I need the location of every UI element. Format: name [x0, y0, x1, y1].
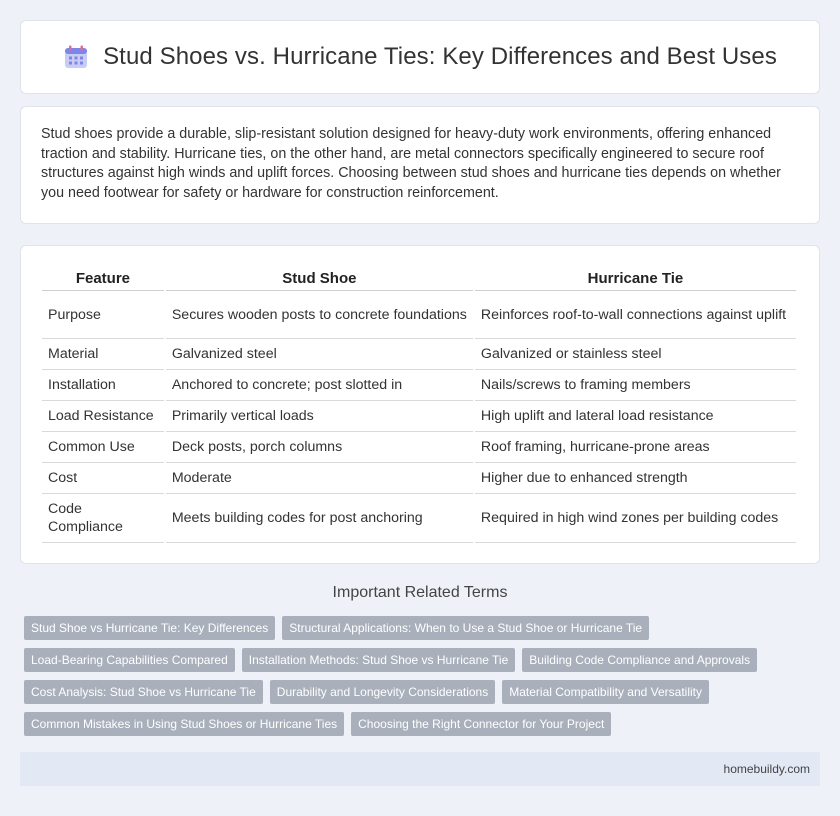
stud-shoe-cell: Secures wooden posts to concrete foundations [166, 291, 473, 339]
tag-row [24, 712, 820, 736]
header-feature: Feature [42, 264, 164, 291]
related-term-tag[interactable]: Stud Shoe vs Hurricane Tie: Key Differences [24, 616, 275, 640]
table-row [42, 401, 796, 432]
hurricane-tie-cell: High uplift and lateral load resistance [475, 401, 796, 432]
stud-shoe-cell: Primarily vertical loads [166, 401, 473, 432]
comparison-table [40, 264, 798, 543]
feature-cell: Material [42, 339, 164, 370]
table-row [42, 291, 796, 339]
comparison-table-card [20, 245, 820, 564]
related-term-tag[interactable]: Common Mistakes in Using Stud Shoes or Hurricane Ties [24, 712, 344, 736]
tag-row [24, 680, 820, 704]
footer-site-link[interactable]: homebuildy.com [723, 762, 810, 776]
footer [20, 752, 820, 786]
related-term-tag[interactable]: Installation Methods: Stud Shoe vs Hurricane Tie [242, 648, 515, 672]
feature-cell: Code Compliance [42, 494, 164, 543]
feature-cell: Load Resistance [42, 401, 164, 432]
feature-cell: Purpose [42, 291, 164, 339]
feature-cell: Cost [42, 463, 164, 494]
table-header-row [42, 264, 796, 291]
header-hurricane-tie: Hurricane Tie [475, 264, 796, 291]
intro-paragraph: Stud shoes provide a durable, slip-resistant solution designed for heavy-duty work environments, offering enhanced traction and stability. Hurricane ties, on the other hand, are metal connectors specifically engineered to secure roof structures against high winds and uplift forces. Choosing between stud shoes and hurricane ties depends on whether you need footwear for safety or hardware for construction reinforcement. [41, 126, 781, 201]
related-term-tag[interactable]: Building Code Compliance and Approvals [522, 648, 757, 672]
stud-shoe-cell: Moderate [166, 463, 473, 494]
table-row [42, 370, 796, 401]
related-term-tag[interactable]: Structural Applications: When to Use a Stud Shoe or Hurricane Tie [282, 616, 649, 640]
stud-shoe-cell: Meets building codes for post anchoring [166, 494, 473, 543]
intro-card [20, 106, 820, 224]
related-terms-tags [0, 616, 840, 736]
hurricane-tie-cell: Galvanized or stainless steel [475, 339, 796, 370]
table-row [42, 339, 796, 370]
hurricane-tie-cell: Higher due to enhanced strength [475, 463, 796, 494]
stud-shoe-cell: Anchored to concrete; post slotted in [166, 370, 473, 401]
page-title: Stud Shoes vs. Hurricane Ties: Key Differences and Best Uses [103, 43, 777, 70]
feature-cell: Common Use [42, 432, 164, 463]
stud-shoe-cell: Deck posts, porch columns [166, 432, 473, 463]
related-term-tag[interactable]: Choosing the Right Connector for Your Project [351, 712, 611, 736]
tag-row [24, 616, 820, 640]
tag-row [24, 648, 820, 672]
related-term-tag[interactable]: Durability and Longevity Considerations [270, 680, 495, 704]
related-terms-heading: Important Related Terms [332, 584, 508, 601]
hurricane-tie-cell: Nails/screws to framing members [475, 370, 796, 401]
table-row [42, 494, 796, 543]
hurricane-tie-cell: Roof framing, hurricane-prone areas [475, 432, 796, 463]
title-card [20, 20, 820, 94]
related-term-tag[interactable]: Cost Analysis: Stud Shoe vs Hurricane Tie [24, 680, 263, 704]
calendar-icon [63, 44, 89, 70]
related-term-tag[interactable]: Material Compatibility and Versatility [502, 680, 709, 704]
related-terms-section [0, 584, 840, 744]
related-term-tag[interactable]: Load-Bearing Capabilities Compared [24, 648, 235, 672]
feature-cell: Installation [42, 370, 164, 401]
header-stud-shoe: Stud Shoe [166, 264, 473, 291]
hurricane-tie-cell: Required in high wind zones per building codes [475, 494, 796, 543]
table-row [42, 463, 796, 494]
hurricane-tie-cell: Reinforces roof-to-wall connections against uplift [475, 291, 796, 339]
stud-shoe-cell: Galvanized steel [166, 339, 473, 370]
table-row [42, 432, 796, 463]
